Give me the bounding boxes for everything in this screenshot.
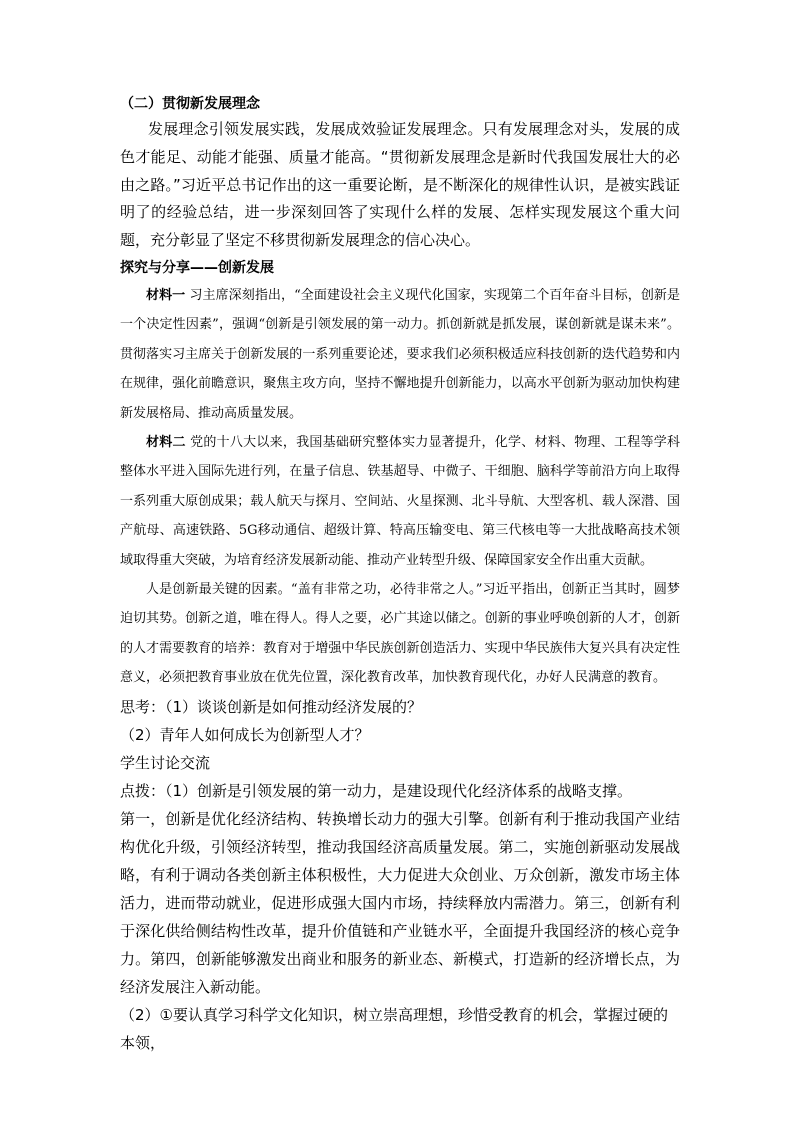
material-one-text: 习主席深刻指出，“全面建设社会主义现代化国家，实现第二个百年奋斗目标，创新是一个决定性因素”，强调“创新是引领发展的第一动力。抓创新就是抓发展，谋创新就是谋未来”。贯彻落实习主席关于创新发展的一系列重要论述，要求我们必须积极适应科技创新的迭代趋势和内在规律，强化前瞻意识，聚焦主攻方向，坚持不懈地提升创新能力，以高水平创新为驱动加快构建新发展格局、推动高质量发展。 — [120, 287, 680, 421]
material-two — [120, 428, 680, 575]
guide-line: 点拨：（1）创新是引领发展的第一动力，是建设现代化经济体系的战略支撑。 — [120, 781, 633, 800]
material-three — [120, 575, 680, 693]
discussion-label: 学生讨论交流 — [120, 753, 211, 772]
material-one — [120, 281, 680, 428]
material-two-text: 党的十八大以来，我国基础研究整体实力显著提升，化学、材料、物理、工程等学科整体水平进入国际先进行列，在量子信息、铁基超导、中微子、干细胞、脑科学等前沿方向上取得一系列重大原创成果；载人航天与探月、空间站、火星探测、北斗导航、大型客机、载人深潜、国产航母、高速铁路、5G移动通信、超级计算、特高压输变电、第三代核电等一大批战略高技术领域取得重大突破，为培育经济发展新动能、推动产业转型升级、保障国家安全作出重大贡献。 — [120, 435, 680, 568]
material-two-label: 材料二 — [146, 435, 186, 451]
document-page — [120, 92, 680, 1057]
material-one-label: 材料一 — [146, 287, 186, 303]
last-line: （2）①要认真学习科学文化知识，树立崇高理想，珍惜受教育的机会，掌握过硬的本领， — [120, 1005, 668, 1052]
explore-title: 探究与分享——创新发展 — [120, 259, 274, 276]
section-title: （二）贯彻新发展理念 — [120, 96, 260, 112]
think-question-1: 思考：（1）谈谈创新是如何推动经济发展的？ — [120, 697, 423, 716]
intro-paragraph: 发展理念引领发展实践，发展成效验证发展理念。只有发展理念对头，发展的成色才能足、动能才能强、质量才能高。“贯彻新发展理念是新时代我国发展壮大的必由之路。”习近平总书记作出的这一重要论断，是不断深化的规律性认识，是被实践证明了的经验总结，进一步深刻回答了实现什么样的发展、怎样实现发展这个重大问题，充分彰显了坚定不移贯彻新发展理念的信心决心。 — [120, 120, 680, 250]
think-question-2: （2）青年人如何成长为创新型人才？ — [120, 725, 370, 744]
guide-paragraph: 第一，创新是优化经济结构、转换增长动力的强大引擎。创新有利于推动我国产业结构优化升级，引领经济转型，推动我国经济高质量发展。第二，实施创新驱动发展战略，有利于调动各类创新主体积极性，大力促进大众创业、万众创新，激发市场主体活力，进而带动就业，促进形成强大国内市场，持续释放内需潜力。第三，创新有利于深化供给侧结构性改革，提升价值链和产业链水平，全面提升我国经济的核心竞争力。第四，创新能够激发出商业和服务的新业态、新模式，打造新的经济增长点，为经济发展注入新动能。 — [120, 809, 680, 996]
material-three-text: 人是创新最关键的因素。“盖有非常之功，必待非常之人。”习近平指出，创新正当其时，圆梦迫切其势。创新之道，唯在得人。得人之要，必广其途以储之。创新的事业呼唤创新的人才，创新的人才需要教育的培养：教育对于增强中华民族创新创造活力、实现中华民族伟大复兴具有决定性意义，必须把教育事业放在优先位置，深化教育改革，加快教育现代化，办好人民满意的教育。 — [120, 582, 680, 686]
